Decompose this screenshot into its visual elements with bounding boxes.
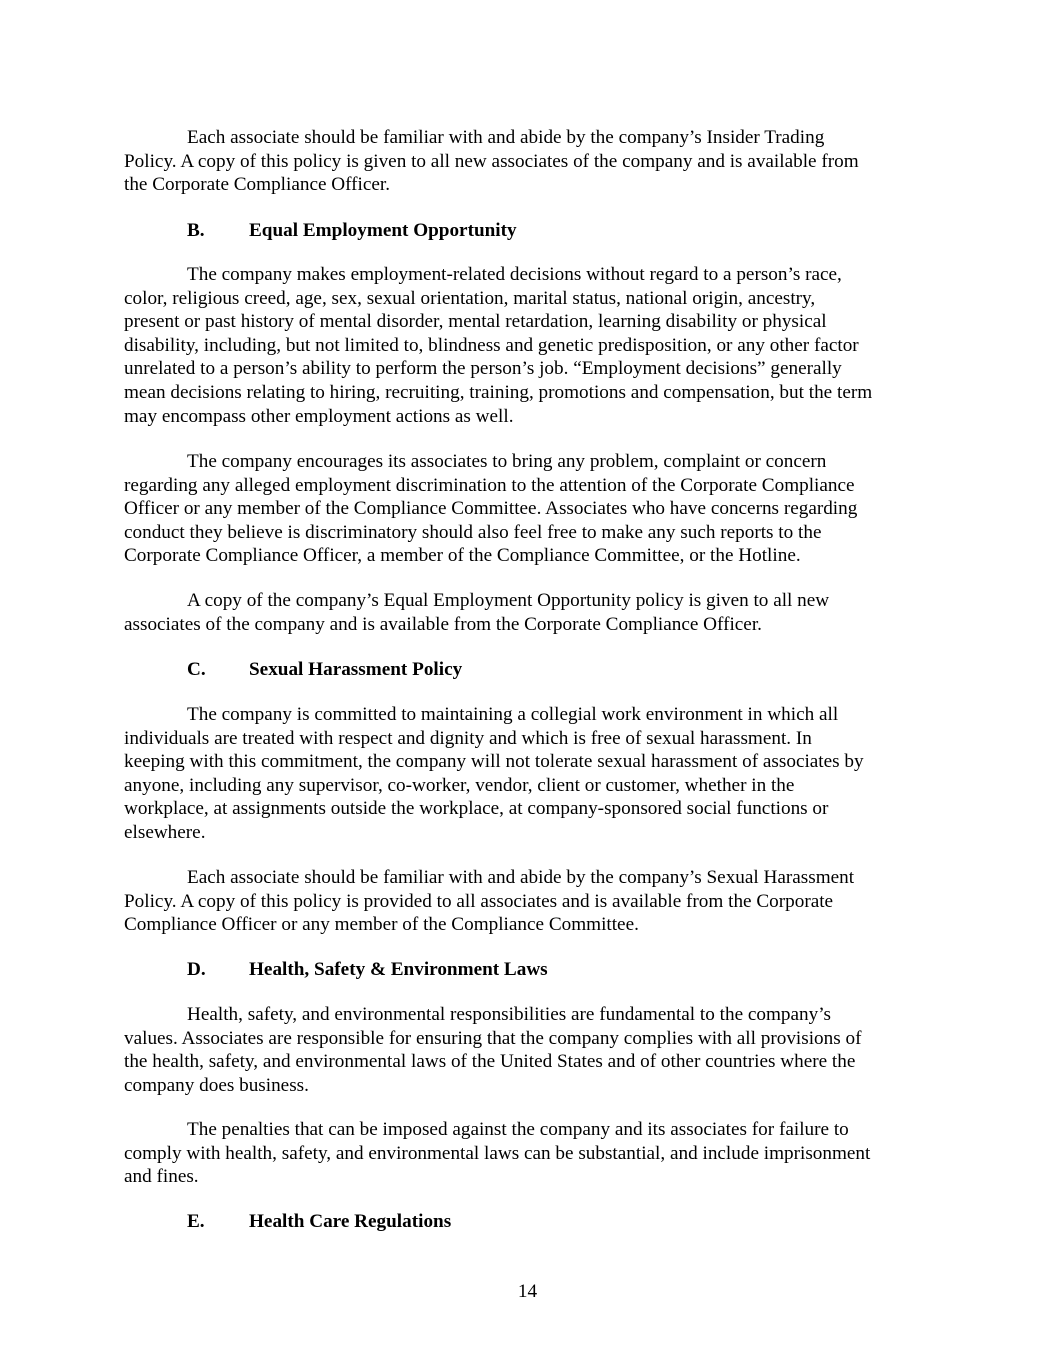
text-line: Officer or any member of the Compliance Committee. Associates who have concerns regarding xyxy=(124,498,858,520)
text-line: anyone, including any supervisor, co-worker, vendor, client or customer, whether in the xyxy=(124,774,795,796)
text-line: workplace, at assignments outside the workplace, at company-sponsored social functions or xyxy=(124,798,829,820)
text-line: The company is committed to maintaining a collegial work environment in which all xyxy=(187,704,839,725)
paragraph-harassment-policy-copy xyxy=(124,866,944,937)
paragraph-report-discrimination xyxy=(124,450,944,568)
text-line: the Corporate Compliance Officer. xyxy=(124,174,391,196)
section-letter: E. xyxy=(187,1211,205,1232)
text-line: color, religious creed, age, sex, sexual orientation, marital status, national origin, ancestry, xyxy=(124,287,816,309)
section-title: Health, Safety & Environment Laws xyxy=(249,959,548,980)
text-line: disability, including, but not limited to, blindness and genetic predisposition, or any other factor xyxy=(124,334,859,356)
section-title: Sexual Harassment Policy xyxy=(249,659,463,680)
text-line: The company makes employment-related decisions without regard to a person’s race, xyxy=(187,264,842,285)
section-heading-e xyxy=(187,1210,451,1234)
section-heading-c xyxy=(187,658,462,682)
text-line: Each associate should be familiar with and abide by the company’s Insider Trading xyxy=(187,127,825,148)
text-line: A copy of the company’s Equal Employment Opportunity policy is given to all new xyxy=(187,590,830,611)
text-line: mean decisions relating to hiring, recruiting, training, promotions and compensation, but the term xyxy=(124,381,873,403)
text-line: unrelated to a person’s ability to perform the person’s job. “Employment decisions” generally xyxy=(124,358,842,380)
text-line: comply with health, safety, and environmental laws can be substantial, and include imprisonment xyxy=(124,1142,871,1164)
text-line: Policy. A copy of this policy is given to all new associates of the company and is available from xyxy=(124,150,859,172)
text-line: Corporate Compliance Officer, a member of the Compliance Committee, or the Hotline. xyxy=(124,545,801,567)
text-line: The penalties that can be imposed against the company and its associates for failure to xyxy=(187,1119,849,1140)
paragraph-hse-penalties xyxy=(124,1118,944,1189)
section-letter: C. xyxy=(187,659,206,680)
text-line: Each associate should be familiar with and abide by the company’s Sexual Harassment xyxy=(187,867,855,888)
text-line: conduct they believe is discriminatory should also feel free to make any such reports to the xyxy=(124,521,822,543)
section-title: Health Care Regulations xyxy=(249,1211,452,1232)
section-heading-b xyxy=(187,219,517,243)
text-line: the health, safety, and environmental laws of the United States and of other countries where the xyxy=(124,1051,856,1073)
text-line: values. Associates are responsible for ensuring that the company complies with all provisions of xyxy=(124,1027,862,1049)
page-number: 14 xyxy=(517,1281,538,1302)
text-line: associates of the company and is available from the Corporate Compliance Officer. xyxy=(124,613,762,635)
text-line: and fines. xyxy=(124,1166,199,1188)
text-line: The company encourages its associates to bring any problem, complaint or concern xyxy=(187,451,827,472)
section-title: Equal Employment Opportunity xyxy=(249,220,517,241)
paragraph-insider-trading xyxy=(124,126,944,197)
section-letter: B. xyxy=(187,220,205,241)
section-letter: D. xyxy=(187,959,206,980)
text-line: company does business. xyxy=(124,1074,309,1096)
text-line: Health, safety, and environmental responsibilities are fundamental to the company’s xyxy=(187,1004,832,1025)
text-line: elsewhere. xyxy=(124,821,206,843)
paragraph-harassment-commitment xyxy=(124,703,944,845)
text-line: Compliance Officer or any member of the Compliance Committee. xyxy=(124,914,639,936)
text-line: keeping with this commitment, the company will not tolerate sexual harassment of associates by xyxy=(124,751,864,773)
paragraph-employment-decisions xyxy=(124,263,944,428)
text-line: may encompass other employment actions as well. xyxy=(124,405,514,427)
paragraph-eeo-policy-copy xyxy=(124,589,944,636)
paragraph-hse-responsibilities xyxy=(124,1003,944,1097)
text-line: present or past history of mental disorder, mental retardation, learning disability or physical xyxy=(124,311,827,333)
text-line: Policy. A copy of this policy is provided to all associates and is available from the Corporate xyxy=(124,890,834,912)
section-heading-d xyxy=(187,958,548,982)
text-line: regarding any alleged employment discrimination to the attention of the Corporate Compliance xyxy=(124,474,855,496)
text-line: individuals are treated with respect and dignity and which is free of sexual harassment. In xyxy=(124,727,812,749)
